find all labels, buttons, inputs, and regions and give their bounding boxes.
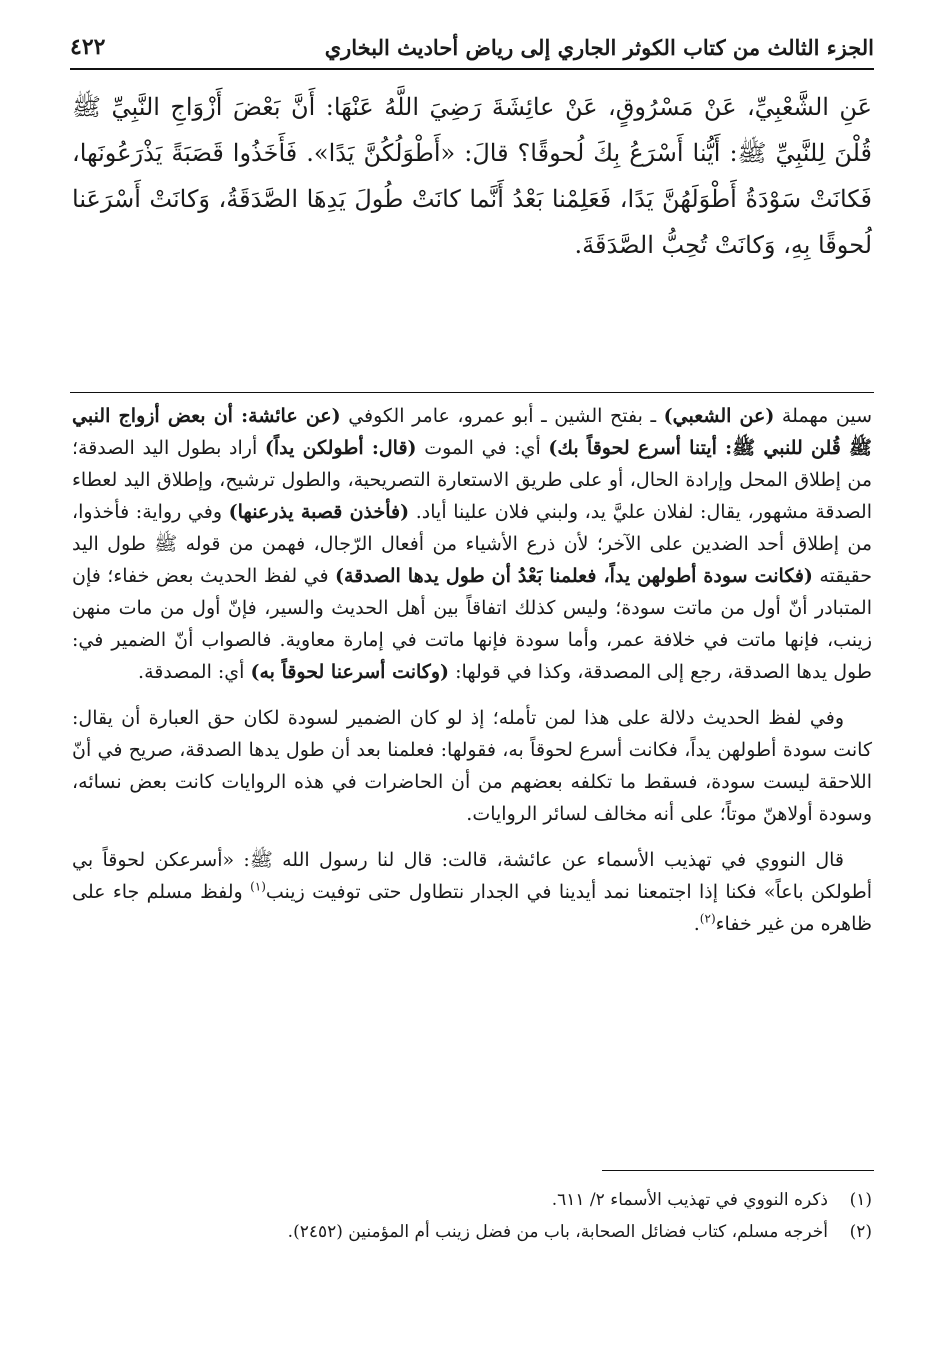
footnote-text: أخرجه مسلم، كتاب فضائل الصحابة، باب من فضل زينب أم المؤمنين (٢٤٥٢). bbox=[287, 1222, 828, 1242]
hadith-text: عَنِ الشَّعْبِيِّ، عَنْ مَسْرُوقٍ، عَنْ عائِشَةَ رَضِيَ اللَّهُ عَنْهَا: أَنَّ بَعْضَ أَزْوَاجِ النَّبِيِّ ﷺ قُلْنَ لِلنَّبِيِّ ﷺ: أَيُّنا أَسْرَعُ بِكَ لُحوقًا؟ قالَ: «أَطْوَلُكُنَّ يَدًا». فَأَخَذُوا قَصَبَةً يَذْرَعُونَها، فَكانَتْ سَوْدَةُ أَطْوَلَهُنَّ يَدًا، فَعَلِمْنا بَعْدُ أَنَّما كانَتْ طُولَ يَدِهَا الصَّدَقَةُ، وَكانَتْ أَسْرَعَنا لُحوقًا بِهِ، وَكانَتْ تُحِبُّ الصَّدَقَةَ. bbox=[72, 93, 873, 259]
commentary bbox=[72, 400, 872, 954]
commentary-text: سين مهملة bbox=[774, 405, 872, 427]
commentary-quote: (فكانت سودة أطولهن يداً، فعلمنا بَعْدُ أن طول يدها الصدقة) bbox=[335, 565, 813, 587]
footnote-number: (٢) bbox=[849, 1222, 872, 1242]
commentary-text: وفي رواية: فأخذوا، من إطلاق أحد الضدين على الآخر؛ لأن ذرع الأشياء من أفعال الرّجال، فهمن من قوله ﷺ طول اليد حقيقته bbox=[72, 501, 872, 587]
commentary-text: ـ بفتح الشين ـ أبو عمرو، عامر الكوفي bbox=[340, 405, 664, 427]
commentary-paragraph-1 bbox=[72, 400, 872, 688]
commentary-text: في لفظ الحديث بعض خفاء؛ فإن المتبادر أنّ أول من ماتت سودة؛ وليس كذلك اتفاقاً بين أهل الحديث والسير، فإنّ أول من مات منهن زينب، فإنها ماتت في خلافة عمر، وأما سودة فإنها ماتت في إمارة معاوية. فالصواب أنّ الضمير في: طول يدها الصدقة، رجع إلى المصدقة، وكذا في قولها: bbox=[72, 565, 872, 683]
commentary-paragraph-3 bbox=[72, 844, 872, 940]
commentary-quote: (وكانت أسرعنا لحوقاً به) bbox=[250, 661, 450, 683]
footnote-2 bbox=[72, 1216, 872, 1248]
footnote-text: ذكره النووي في تهذيب الأسماء ٢/ ٦١١. bbox=[551, 1190, 828, 1210]
commentary-text: أراد بطول اليد الصدقة؛ من إطلاق المحل وإرادة الحال، أو على طريق الاستعارة التصريحية، والطول ترشيح، وإطلاق اليد لعطاء الصدقة مشهور، يقال: لفلان عليَّ يد، ولبني فلان علينا أياد. bbox=[72, 437, 872, 523]
footnote-ref-1[interactable]: (١) bbox=[250, 879, 266, 894]
footnote-ref-2[interactable]: (٢) bbox=[699, 911, 716, 926]
footnote-1 bbox=[72, 1184, 872, 1216]
commentary-quote: (عن عائشة: أن بعض أزواج النبي ﷺ قُلن للنبي ﷺ: أيتنا أسرع لحوقاً بك) bbox=[72, 405, 873, 459]
commentary-text: . bbox=[693, 913, 700, 935]
commentary-text: أي: في الموت bbox=[416, 437, 549, 459]
footnote-divider bbox=[602, 1170, 874, 1171]
commentary-text: ولفظ مسلم جاء على ظاهره من غير خفاء bbox=[72, 881, 872, 935]
page-number: ٤٢٢ bbox=[70, 34, 106, 60]
commentary-quote: (عن الشعبي) bbox=[663, 405, 775, 427]
header-divider bbox=[70, 68, 874, 70]
page-header bbox=[70, 30, 874, 64]
commentary-quote: (فأخذن قصبة يذرعنها) bbox=[228, 501, 410, 523]
commentary-text: قال النووي في تهذيب الأسماء عن عائشة، قالت: قال لنا رسول الله ﷺ: «أسرعكن لحوقاً بي أطولكن باعاً» فكنا إذا اجتمعنا نمد أيدينا في الجدار نتطاول حتى توفيت زينب bbox=[72, 849, 872, 903]
footnote-number: (١) bbox=[849, 1190, 872, 1210]
running-title: الجزء الثالث من كتاب الكوثر الجاري إلى رياض أحاديث البخاري bbox=[324, 34, 874, 60]
commentary-text: أي: المصدقة. bbox=[138, 661, 251, 683]
footnotes bbox=[72, 1184, 872, 1248]
section-divider bbox=[70, 392, 874, 393]
commentary-quote: (قال: أطولكن يداً) bbox=[264, 437, 417, 459]
commentary-paragraph-2: وفي لفظ الحديث دلالة على هذا لمن تأمله؛ إذ لو كان الضمير لسودة لكان حق العبارة أن يقال: كانت سودة أطولهن يداً، فكانت أسرع لحوقاً به، فقولها: فعلمنا بعد أن طول يدها الصدقة، صريح في أنّ اللاحقة ليست سودة، فسقط ما تكلفه بعضهم من أن الحاضرات في هذه الروايات كانت بعض نسائه، وسودة أولاهنّ موتاً؛ على أنه مخالف لسائر الروايات. bbox=[72, 707, 872, 825]
